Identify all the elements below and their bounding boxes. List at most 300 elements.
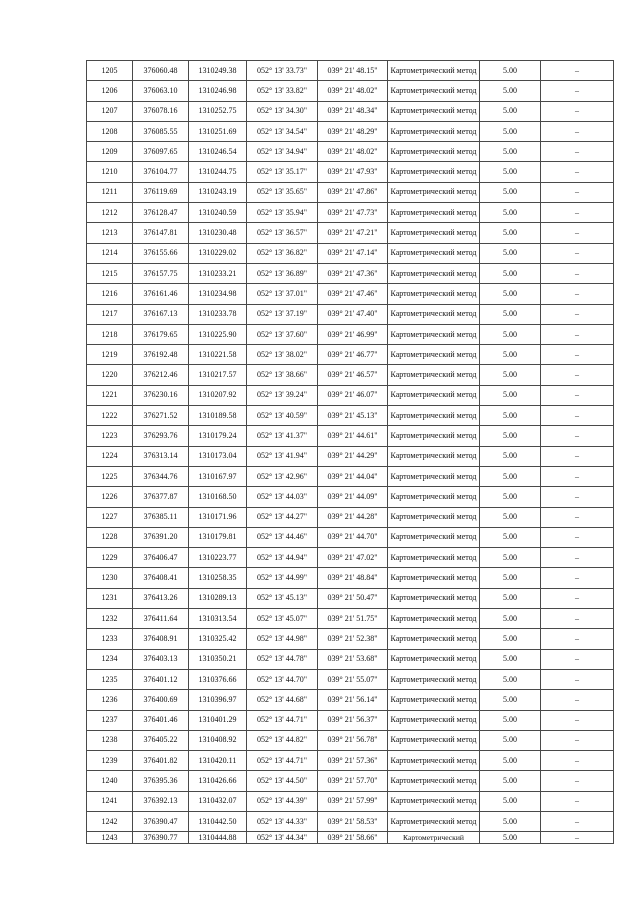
note-cell: – — [541, 406, 614, 426]
table-row — [87, 832, 614, 844]
accuracy-cell: 5.00 — [480, 223, 541, 243]
point-number-cell: 1230 — [87, 568, 133, 588]
y-coordinate-cell: 1310221.58 — [189, 345, 247, 365]
note-cell: – — [541, 710, 614, 730]
point-number-cell: 1242 — [87, 811, 133, 831]
accuracy-cell: 5.00 — [480, 791, 541, 811]
longitude-cell: 039° 21' 44.09" — [318, 487, 388, 507]
latitude-cell: 052° 13' 35.94" — [247, 203, 318, 223]
note-cell: – — [541, 142, 614, 162]
accuracy-cell: 5.00 — [480, 507, 541, 527]
table-row — [87, 588, 614, 608]
longitude-cell: 039° 21' 57.70" — [318, 771, 388, 791]
method-cell: Картометрический метод — [388, 142, 480, 162]
latitude-cell: 052° 13' 38.66" — [247, 365, 318, 385]
latitude-cell: 052° 13' 34.30" — [247, 101, 318, 121]
point-number-cell: 1206 — [87, 81, 133, 101]
point-number-cell: 1216 — [87, 284, 133, 304]
point-number-cell: 1211 — [87, 182, 133, 202]
accuracy-cell: 5.00 — [480, 365, 541, 385]
accuracy-cell: 5.00 — [480, 588, 541, 608]
point-number-cell: 1205 — [87, 61, 133, 81]
note-cell: – — [541, 568, 614, 588]
table-row — [87, 466, 614, 486]
point-number-cell: 1228 — [87, 527, 133, 547]
method-cell: Картометрический метод — [388, 669, 480, 689]
x-coordinate-cell: 376403.13 — [133, 649, 189, 669]
table-row — [87, 162, 614, 182]
latitude-cell: 052° 13' 44.82" — [247, 730, 318, 750]
y-coordinate-cell: 1310401.29 — [189, 710, 247, 730]
point-number-cell: 1222 — [87, 406, 133, 426]
method-cell: Картометрический метод — [388, 223, 480, 243]
table-row — [87, 629, 614, 649]
y-coordinate-cell: 1310244.75 — [189, 162, 247, 182]
method-cell: Картометрический метод — [388, 710, 480, 730]
point-number-cell: 1240 — [87, 771, 133, 791]
method-cell: Картометрический метод — [388, 588, 480, 608]
table-row — [87, 791, 614, 811]
method-cell: Картометрический метод — [388, 690, 480, 710]
y-coordinate-cell: 1310171.96 — [189, 507, 247, 527]
x-coordinate-cell: 376085.55 — [133, 121, 189, 141]
method-cell: Картометрический метод — [388, 811, 480, 831]
x-coordinate-cell: 376413.26 — [133, 588, 189, 608]
table-row — [87, 609, 614, 629]
accuracy-cell: 5.00 — [480, 609, 541, 629]
y-coordinate-cell: 1310233.78 — [189, 304, 247, 324]
point-number-cell: 1234 — [87, 649, 133, 669]
y-coordinate-cell: 1310258.35 — [189, 568, 247, 588]
method-cell: Картометрический метод — [388, 649, 480, 669]
table-row — [87, 324, 614, 344]
y-coordinate-cell: 1310189.58 — [189, 406, 247, 426]
method-cell: Картометрический метод — [388, 324, 480, 344]
longitude-cell: 039° 21' 47.40" — [318, 304, 388, 324]
y-coordinate-cell: 1310179.24 — [189, 426, 247, 446]
note-cell: – — [541, 487, 614, 507]
point-number-cell: 1210 — [87, 162, 133, 182]
longitude-cell: 039° 21' 58.66" — [318, 832, 388, 844]
longitude-cell: 039° 21' 56.78" — [318, 730, 388, 750]
longitude-cell: 039° 21' 44.28" — [318, 507, 388, 527]
latitude-cell: 052° 13' 36.82" — [247, 243, 318, 263]
x-coordinate-cell: 376406.47 — [133, 548, 189, 568]
note-cell: – — [541, 629, 614, 649]
point-number-cell: 1221 — [87, 385, 133, 405]
table-row — [87, 101, 614, 121]
accuracy-cell: 5.00 — [480, 81, 541, 101]
latitude-cell: 052° 13' 44.33" — [247, 811, 318, 831]
accuracy-cell: 5.00 — [480, 466, 541, 486]
note-cell: – — [541, 304, 614, 324]
note-cell: – — [541, 791, 614, 811]
point-number-cell: 1214 — [87, 243, 133, 263]
longitude-cell: 039° 21' 52.38" — [318, 629, 388, 649]
longitude-cell: 039° 21' 47.93" — [318, 162, 388, 182]
point-number-cell: 1232 — [87, 609, 133, 629]
longitude-cell: 039° 21' 47.02" — [318, 548, 388, 568]
y-coordinate-cell: 1310207.92 — [189, 385, 247, 405]
accuracy-cell: 5.00 — [480, 182, 541, 202]
point-number-cell: 1208 — [87, 121, 133, 141]
method-cell: Картометрический метод — [388, 345, 480, 365]
longitude-cell: 039° 21' 47.14" — [318, 243, 388, 263]
method-cell: Картометрический метод — [388, 629, 480, 649]
point-number-cell: 1231 — [87, 588, 133, 608]
point-number-cell: 1212 — [87, 203, 133, 223]
note-cell: – — [541, 81, 614, 101]
latitude-cell: 052° 13' 45.13" — [247, 588, 318, 608]
longitude-cell: 039° 21' 47.73" — [318, 203, 388, 223]
note-cell: – — [541, 223, 614, 243]
method-cell: Картометрический метод — [388, 162, 480, 182]
method-cell: Картометрический метод — [388, 304, 480, 324]
method-cell: Картометрический метод — [388, 446, 480, 466]
point-number-cell: 1217 — [87, 304, 133, 324]
accuracy-cell: 5.00 — [480, 263, 541, 283]
accuracy-cell: 5.00 — [480, 426, 541, 446]
method-cell: Картометрический метод — [388, 466, 480, 486]
note-cell: – — [541, 121, 614, 141]
y-coordinate-cell: 1310444.88 — [189, 832, 247, 844]
longitude-cell: 039° 21' 50.47" — [318, 588, 388, 608]
latitude-cell: 052° 13' 33.73" — [247, 61, 318, 81]
x-coordinate-cell: 376271.52 — [133, 406, 189, 426]
x-coordinate-cell: 376147.81 — [133, 223, 189, 243]
x-coordinate-cell: 376063.10 — [133, 81, 189, 101]
note-cell: – — [541, 162, 614, 182]
latitude-cell: 052° 13' 37.19" — [247, 304, 318, 324]
y-coordinate-cell: 1310229.02 — [189, 243, 247, 263]
longitude-cell: 039° 21' 44.61" — [318, 426, 388, 446]
x-coordinate-cell: 376293.76 — [133, 426, 189, 446]
latitude-cell: 052° 13' 44.94" — [247, 548, 318, 568]
longitude-cell: 039° 21' 55.07" — [318, 669, 388, 689]
point-number-cell: 1241 — [87, 791, 133, 811]
method-cell: Картометрический метод — [388, 365, 480, 385]
method-cell: Картометрический метод — [388, 263, 480, 283]
latitude-cell: 052° 13' 33.82" — [247, 81, 318, 101]
point-number-cell: 1236 — [87, 690, 133, 710]
note-cell: – — [541, 385, 614, 405]
method-cell: Картометрический метод — [388, 568, 480, 588]
table-row — [87, 81, 614, 101]
latitude-cell: 052° 13' 44.68" — [247, 690, 318, 710]
longitude-cell: 039° 21' 48.02" — [318, 81, 388, 101]
method-cell: Картометрический метод — [388, 385, 480, 405]
accuracy-cell: 5.00 — [480, 304, 541, 324]
accuracy-cell: 5.00 — [480, 527, 541, 547]
latitude-cell: 052° 13' 44.50" — [247, 771, 318, 791]
table-row — [87, 669, 614, 689]
table-row — [87, 406, 614, 426]
y-coordinate-cell: 1310432.07 — [189, 791, 247, 811]
x-coordinate-cell: 376401.82 — [133, 751, 189, 771]
accuracy-cell: 5.00 — [480, 487, 541, 507]
table-row — [87, 730, 614, 750]
accuracy-cell: 5.00 — [480, 446, 541, 466]
note-cell: – — [541, 466, 614, 486]
longitude-cell: 039° 21' 46.07" — [318, 385, 388, 405]
note-cell: – — [541, 832, 614, 844]
x-coordinate-cell: 376119.69 — [133, 182, 189, 202]
x-coordinate-cell: 376392.13 — [133, 791, 189, 811]
method-cell: Картометрический метод — [388, 791, 480, 811]
y-coordinate-cell: 1310420.11 — [189, 751, 247, 771]
table-row — [87, 487, 614, 507]
y-coordinate-cell: 1310230.48 — [189, 223, 247, 243]
point-number-cell: 1215 — [87, 263, 133, 283]
x-coordinate-cell: 376104.77 — [133, 162, 189, 182]
table-row — [87, 61, 614, 81]
method-cell: Картометрический метод — [388, 284, 480, 304]
point-number-cell: 1209 — [87, 142, 133, 162]
note-cell: – — [541, 324, 614, 344]
y-coordinate-cell: 1310234.98 — [189, 284, 247, 304]
accuracy-cell: 5.00 — [480, 548, 541, 568]
note-cell: – — [541, 588, 614, 608]
accuracy-cell: 5.00 — [480, 101, 541, 121]
table-row — [87, 446, 614, 466]
table-row — [87, 751, 614, 771]
note-cell: – — [541, 690, 614, 710]
method-cell: Картометрический метод — [388, 609, 480, 629]
method-cell: Картометрический метод — [388, 182, 480, 202]
note-cell: – — [541, 61, 614, 81]
latitude-cell: 052° 13' 41.37" — [247, 426, 318, 446]
y-coordinate-cell: 1310240.59 — [189, 203, 247, 223]
accuracy-cell: 5.00 — [480, 324, 541, 344]
table-row — [87, 304, 614, 324]
note-cell: – — [541, 507, 614, 527]
x-coordinate-cell: 376192.48 — [133, 345, 189, 365]
y-coordinate-cell: 1310223.77 — [189, 548, 247, 568]
longitude-cell: 039° 21' 56.14" — [318, 690, 388, 710]
x-coordinate-cell: 376395.36 — [133, 771, 189, 791]
longitude-cell: 039° 21' 57.36" — [318, 751, 388, 771]
latitude-cell: 052° 13' 44.78" — [247, 649, 318, 669]
y-coordinate-cell: 1310289.13 — [189, 588, 247, 608]
table-row — [87, 182, 614, 202]
longitude-cell: 039° 21' 45.13" — [318, 406, 388, 426]
x-coordinate-cell: 376155.66 — [133, 243, 189, 263]
y-coordinate-cell: 1310179.81 — [189, 527, 247, 547]
point-number-cell: 1238 — [87, 730, 133, 750]
x-coordinate-cell: 376157.75 — [133, 263, 189, 283]
longitude-cell: 039° 21' 48.15" — [318, 61, 388, 81]
longitude-cell: 039° 21' 44.70" — [318, 527, 388, 547]
latitude-cell: 052° 13' 44.03" — [247, 487, 318, 507]
x-coordinate-cell: 376230.16 — [133, 385, 189, 405]
x-coordinate-cell: 376377.87 — [133, 487, 189, 507]
note-cell: – — [541, 243, 614, 263]
accuracy-cell: 5.00 — [480, 669, 541, 689]
latitude-cell: 052° 13' 36.57" — [247, 223, 318, 243]
method-cell: Картометрический метод — [388, 527, 480, 547]
y-coordinate-cell: 1310168.50 — [189, 487, 247, 507]
y-coordinate-cell: 1310376.66 — [189, 669, 247, 689]
table-row — [87, 426, 614, 446]
point-number-cell: 1224 — [87, 446, 133, 466]
method-cell: Картометрический метод — [388, 61, 480, 81]
latitude-cell: 052° 13' 36.89" — [247, 263, 318, 283]
longitude-cell: 039° 21' 48.84" — [318, 568, 388, 588]
x-coordinate-cell: 376167.13 — [133, 304, 189, 324]
x-coordinate-cell: 376179.65 — [133, 324, 189, 344]
latitude-cell: 052° 13' 44.46" — [247, 527, 318, 547]
x-coordinate-cell: 376391.20 — [133, 527, 189, 547]
note-cell: – — [541, 609, 614, 629]
longitude-cell: 039° 21' 44.04" — [318, 466, 388, 486]
accuracy-cell: 5.00 — [480, 284, 541, 304]
y-coordinate-cell: 1310442.50 — [189, 811, 247, 831]
latitude-cell: 052° 13' 42.96" — [247, 466, 318, 486]
point-number-cell: 1223 — [87, 426, 133, 446]
method-cell: Картометрический метод — [388, 203, 480, 223]
longitude-cell: 039° 21' 48.34" — [318, 101, 388, 121]
x-coordinate-cell: 376401.46 — [133, 710, 189, 730]
table-row — [87, 223, 614, 243]
table-row — [87, 243, 614, 263]
latitude-cell: 052° 13' 39.24" — [247, 385, 318, 405]
accuracy-cell: 5.00 — [480, 121, 541, 141]
accuracy-cell: 5.00 — [480, 142, 541, 162]
method-cell: Картометрический метод — [388, 730, 480, 750]
table-row — [87, 527, 614, 547]
point-number-cell: 1225 — [87, 466, 133, 486]
point-number-cell: 1235 — [87, 669, 133, 689]
method-cell: Картометрический метод — [388, 426, 480, 446]
longitude-cell: 039° 21' 57.99" — [318, 791, 388, 811]
latitude-cell: 052° 13' 38.02" — [247, 345, 318, 365]
y-coordinate-cell: 1310167.97 — [189, 466, 247, 486]
y-coordinate-cell: 1310243.19 — [189, 182, 247, 202]
note-cell: – — [541, 811, 614, 831]
point-number-cell: 1226 — [87, 487, 133, 507]
latitude-cell: 052° 13' 40.59" — [247, 406, 318, 426]
latitude-cell: 052° 13' 41.94" — [247, 446, 318, 466]
longitude-cell: 039° 21' 47.36" — [318, 263, 388, 283]
x-coordinate-cell: 376097.65 — [133, 142, 189, 162]
y-coordinate-cell: 1310249.38 — [189, 61, 247, 81]
x-coordinate-cell: 376390.77 — [133, 832, 189, 844]
accuracy-cell: 5.00 — [480, 385, 541, 405]
point-number-cell: 1213 — [87, 223, 133, 243]
point-number-cell: 1227 — [87, 507, 133, 527]
latitude-cell: 052° 13' 34.54" — [247, 121, 318, 141]
method-cell: Картометрический метод — [388, 81, 480, 101]
method-cell: Картометрический метод — [388, 487, 480, 507]
coordinates-table — [86, 60, 614, 844]
longitude-cell: 039° 21' 47.86" — [318, 182, 388, 202]
table-row — [87, 568, 614, 588]
longitude-cell: 039° 21' 48.02" — [318, 142, 388, 162]
note-cell: – — [541, 182, 614, 202]
y-coordinate-cell: 1310350.21 — [189, 649, 247, 669]
x-coordinate-cell: 376408.91 — [133, 629, 189, 649]
latitude-cell: 052° 13' 44.71" — [247, 751, 318, 771]
latitude-cell: 052° 13' 44.99" — [247, 568, 318, 588]
latitude-cell: 052° 13' 45.07" — [247, 609, 318, 629]
note-cell: – — [541, 426, 614, 446]
table-row — [87, 263, 614, 283]
point-number-cell: 1239 — [87, 751, 133, 771]
point-number-cell: 1220 — [87, 365, 133, 385]
method-cell: Картометрический — [388, 832, 480, 844]
note-cell: – — [541, 751, 614, 771]
accuracy-cell: 5.00 — [480, 629, 541, 649]
note-cell: – — [541, 101, 614, 121]
latitude-cell: 052° 13' 44.70" — [247, 669, 318, 689]
accuracy-cell: 5.00 — [480, 406, 541, 426]
table-row — [87, 142, 614, 162]
note-cell: – — [541, 527, 614, 547]
note-cell: – — [541, 365, 614, 385]
point-number-cell: 1219 — [87, 345, 133, 365]
point-number-cell: 1218 — [87, 324, 133, 344]
x-coordinate-cell: 376411.64 — [133, 609, 189, 629]
point-number-cell: 1233 — [87, 629, 133, 649]
table-row — [87, 203, 614, 223]
x-coordinate-cell: 376401.12 — [133, 669, 189, 689]
x-coordinate-cell: 376060.48 — [133, 61, 189, 81]
latitude-cell: 052° 13' 37.01" — [247, 284, 318, 304]
y-coordinate-cell: 1310173.04 — [189, 446, 247, 466]
accuracy-cell: 5.00 — [480, 751, 541, 771]
accuracy-cell: 5.00 — [480, 345, 541, 365]
accuracy-cell: 5.00 — [480, 568, 541, 588]
accuracy-cell: 5.00 — [480, 710, 541, 730]
accuracy-cell: 5.00 — [480, 649, 541, 669]
table-row — [87, 507, 614, 527]
x-coordinate-cell: 376385.11 — [133, 507, 189, 527]
note-cell: – — [541, 730, 614, 750]
table-body — [87, 61, 614, 844]
table-row — [87, 284, 614, 304]
note-cell: – — [541, 446, 614, 466]
y-coordinate-cell: 1310408.92 — [189, 730, 247, 750]
method-cell: Картометрический метод — [388, 101, 480, 121]
latitude-cell: 052° 13' 35.17" — [247, 162, 318, 182]
table-row — [87, 649, 614, 669]
table-row — [87, 121, 614, 141]
method-cell: Картометрический метод — [388, 751, 480, 771]
accuracy-cell: 5.00 — [480, 690, 541, 710]
x-coordinate-cell: 376408.41 — [133, 568, 189, 588]
y-coordinate-cell: 1310313.54 — [189, 609, 247, 629]
accuracy-cell: 5.00 — [480, 832, 541, 844]
longitude-cell: 039° 21' 46.57" — [318, 365, 388, 385]
accuracy-cell: 5.00 — [480, 203, 541, 223]
note-cell: – — [541, 345, 614, 365]
note-cell: – — [541, 284, 614, 304]
y-coordinate-cell: 1310217.57 — [189, 365, 247, 385]
note-cell: – — [541, 649, 614, 669]
latitude-cell: 052° 13' 37.60" — [247, 324, 318, 344]
table-row — [87, 385, 614, 405]
longitude-cell: 039° 21' 48.29" — [318, 121, 388, 141]
y-coordinate-cell: 1310225.90 — [189, 324, 247, 344]
longitude-cell: 039° 21' 51.75" — [318, 609, 388, 629]
longitude-cell: 039° 21' 47.21" — [318, 223, 388, 243]
table-row — [87, 811, 614, 831]
method-cell: Картометрический метод — [388, 243, 480, 263]
longitude-cell: 039° 21' 47.46" — [318, 284, 388, 304]
note-cell: – — [541, 203, 614, 223]
x-coordinate-cell: 376313.14 — [133, 446, 189, 466]
x-coordinate-cell: 376161.46 — [133, 284, 189, 304]
